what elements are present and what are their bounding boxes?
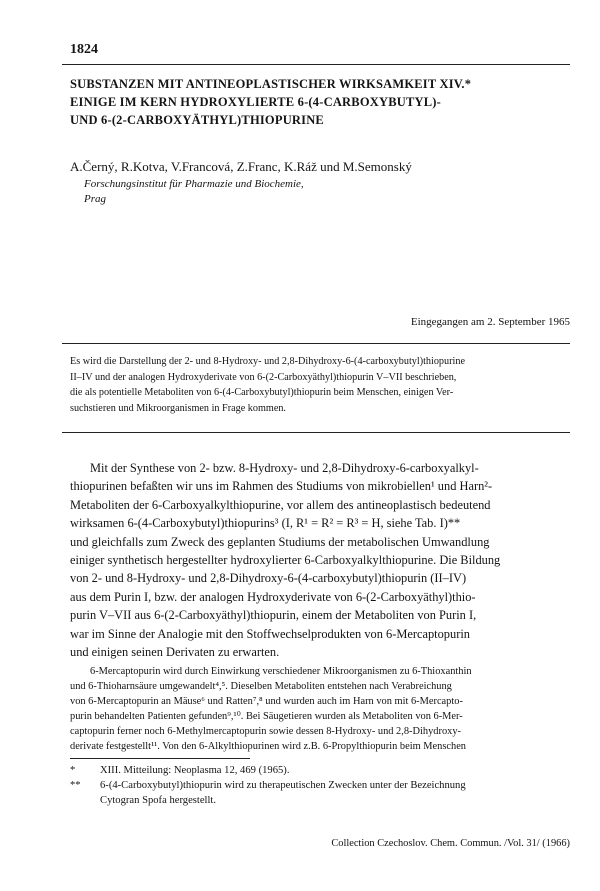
affiliation — [84, 177, 304, 207]
footnote-rule — [70, 758, 250, 759]
body-small-line: 6-Mercaptopurin wird durch Einwirkung verschiedener Mikroorganismen zu 6-Thioxanthin — [90, 666, 472, 677]
abstract-line: suchstieren und Mikroorganismen in Frage kommen. — [70, 402, 286, 414]
footnote — [70, 778, 570, 793]
title-line-3: UND 6-(2-CARBOXYÄTHYL)THIOPURINE — [70, 113, 324, 127]
footnote-text: 6-(4-Carboxybutyl)thiopurin wird zu therapeutischen Zwecken unter der Bezeichnung — [100, 780, 466, 791]
body-line: von 2- und 8-Hydroxy- und 2,8-Dihydroxy-6-(4-carboxybutyl)thiopurin (II–IV) — [70, 571, 467, 586]
body-small-line: captopurin ferner noch 6-Methylmercaptopurin sowie dessen 8-Hydroxy- und 2,8-Dihydroxy- — [70, 726, 461, 738]
footnote-mark: ** — [70, 780, 81, 791]
journal-reference: Collection Czechoslov. Chem. Commun. /Vol. 31/ (1966) — [331, 838, 570, 849]
author-list: A.Černý, R.Kotva, V.Francová, Z.Franc, K.Ráž und M.Semonský — [70, 159, 412, 174]
body-line: aus dem Purin I, bzw. der analogen Hydroxyderivate von 6-(2-Carboxyäthyl)thio- — [70, 589, 476, 604]
footnote-continuation: Cytogran Spofa hergestellt. — [100, 795, 217, 806]
abstract-top-rule — [62, 343, 570, 344]
body-line: thiopurinen befaßten wir uns im Rahmen des Studiums von mikrobiellen¹ und Harn²- — [70, 479, 493, 494]
abstract-bottom-rule — [62, 432, 570, 433]
abstract-line: Es wird die Darstellung der 2- und 8-Hydroxy- und 2,8-Dihydroxy-6-(4-carboxybutyl)thiopurine — [70, 356, 465, 367]
body-small-line: und 6-Thioharnsäure umgewandelt⁴,⁵. Dieselben Metaboliten entstehen nach Verabreichung — [70, 681, 452, 693]
title-line-1: SUBSTANZEN MIT ANTINEOPLASTISCHER WIRKSAMKEIT XIV.* — [70, 77, 472, 91]
footnote-mark: * — [70, 765, 76, 776]
footnotes — [70, 763, 570, 808]
footnote-text: XIII. Mitteilung: Neoplasma 12, 469 (1965). — [100, 765, 290, 776]
body-line: Metaboliten der 6-Carboxyalkylthiopurine, vor allem des antineoplastisch bedeutend — [70, 497, 491, 512]
body-paragraph-main — [70, 459, 570, 661]
abstract-line: II–IV und der analogen Hydroxyderivate von 6-(2-Carboxyäthyl)thiopurin V–VII beschrieben, — [70, 371, 457, 383]
body-small-line: derivate festgestellt¹¹. Von den 6-Alkylthiopurinen wird z.B. 6-Propylthiopurin beim Menschen — [70, 741, 467, 753]
body-small-line: purin behandelten Patienten gefunden⁹,¹⁰. Bei Säugetieren wurden als Metaboliten von 6-Mer- — [70, 711, 463, 723]
affiliation-line-2: Prag — [84, 193, 106, 205]
body-paragraph-small — [70, 664, 570, 755]
footnote — [70, 763, 570, 778]
body-line: und einigen seinen Derivaten zu erwarten. — [70, 645, 280, 660]
affiliation-line-1: Forschungsinstitut für Pharmazie und Biochemie, — [84, 178, 304, 190]
abstract — [70, 354, 570, 416]
body-line: und gleichfalls zum Zweck des geplanten Studiums der metabolischen Umwandlung — [70, 534, 490, 549]
body-line: purin V–VII aus 6-(2-Carboxyäthyl)thiopurin, einem der Metaboliten von Purin I, — [70, 608, 477, 623]
body-line: Mit der Synthese von 2- bzw. 8-Hydroxy- und 2,8-Dihydroxy-6-carboxyalkyl- — [90, 461, 479, 475]
body-small-line: von 6-Mercaptopurin an Mäuse⁶ und Ratten⁷,⁸ und wurden auch im Harn von mit 6-Mercapto- — [70, 696, 463, 708]
abstract-line: die als potentielle Metaboliten von 6-(4-Carboxybutyl)thiopurin beim Menschen, einigen Ver- — [70, 387, 454, 399]
received-date: Eingegangen am 2. September 1965 — [410, 316, 570, 328]
article-title — [70, 75, 570, 129]
body-line: war im Sinne der Analogie mit den Stoffwechselprodukten von 6-Mercaptopurin — [70, 626, 470, 641]
body-line: wirksamen 6-(4-Carboxybutyl)thiopurins³ (I, R¹ = R² = R³ = H, siehe Tab. I)** — [70, 516, 461, 531]
header-rule — [62, 64, 570, 65]
page-number: 1824 — [70, 42, 98, 57]
body-line: einiger synthetisch hergestellter hydroxylierter 6-Carboxyalkylthiopurine. Die Bildung — [70, 553, 501, 568]
title-line-2: EINIGE IM KERN HYDROXYLIERTE 6-(4-CARBOXYBUTYL)- — [70, 95, 441, 109]
